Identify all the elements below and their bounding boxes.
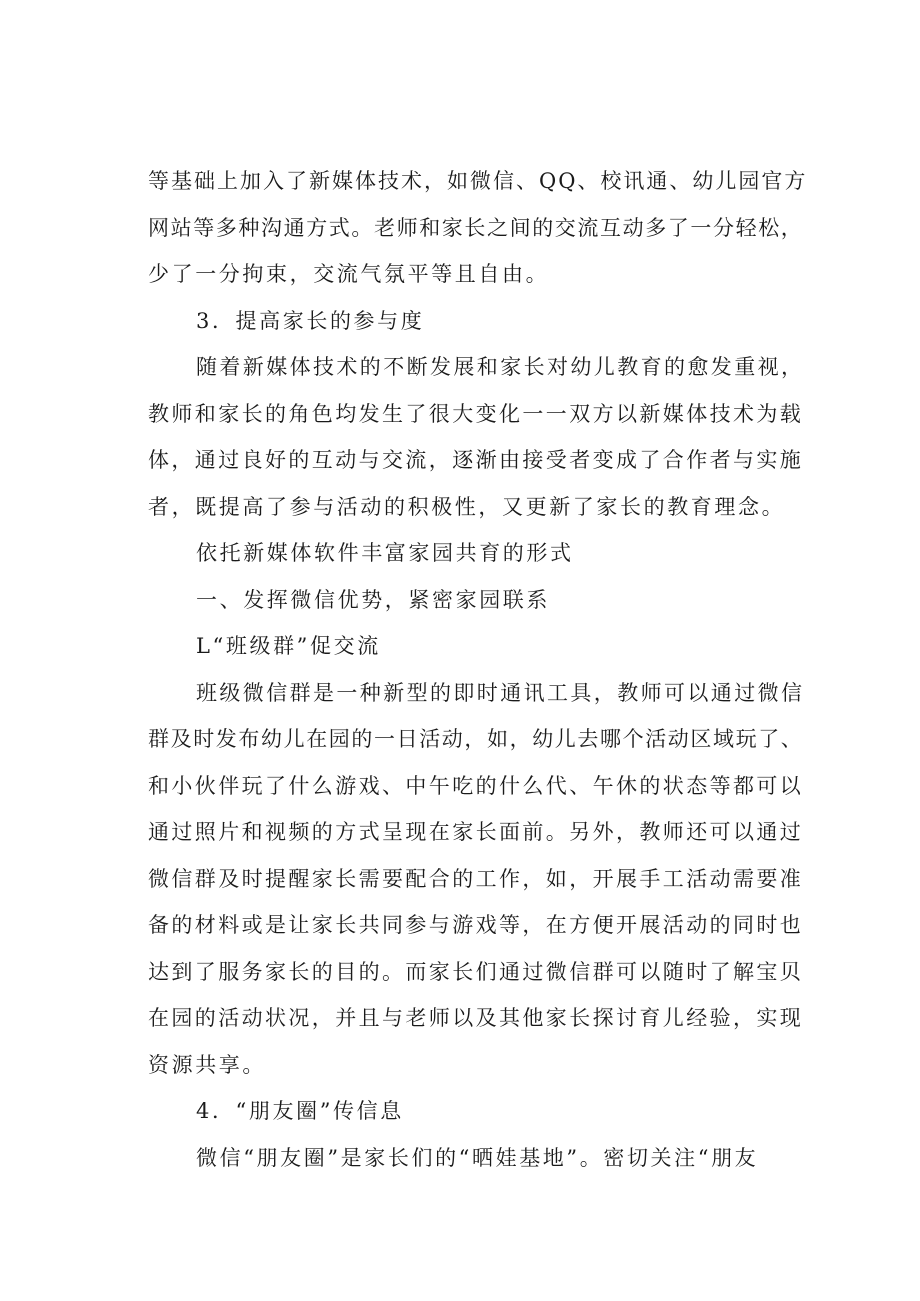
document-body [148, 158, 808, 1181]
text-line: 者，既提高了参与活动的积极性，又更新了家长的教育理念。 [148, 494, 786, 519]
section-heading: L“班级群”促交流 [196, 634, 381, 658]
paragraph-first-line: 随着新媒体技术的不断发展和家长对幼儿教育的愈发重视， [196, 355, 805, 379]
paragraph-first-line: 微信“朋友圈”是家长们的“晒娃基地”。密切关注“朋友 [196, 1145, 759, 1170]
text-line: 备的材料或是让家长共同参与游戏等，在方便开展活动的同时也 [148, 913, 804, 937]
text-line: 通过照片和视频的方式呈现在家长面前。另外，教师还可以通过 [148, 820, 804, 844]
text-line: 网站等多种沟通方式。老师和家长之间的交流互动多了一分轻松， [148, 215, 804, 240]
text-line: 微信群及时提醒家长需要配合的工作，如，开展手工活动需要准 [148, 866, 804, 891]
text-line: 在园的活动状况，并且与老师以及其他家长探讨育儿经验，实现 [148, 1006, 804, 1030]
text-line: 体，通过良好的互动与交流，逐渐由接受者变成了合作者与实施 [148, 448, 804, 472]
text-line: 群及时发布幼儿在园的一日活动，如，幼儿去哪个活动区域玩了、 [148, 727, 804, 751]
section-heading: 3．提高家长的参与度 [196, 308, 425, 333]
section-heading: 一、发挥微信优势，紧密家园联系 [196, 587, 550, 612]
text-line: 等基础上加入了新媒体技术，如微信、QQ、校讯通、幼儿园官方 [148, 169, 808, 193]
section-heading: 依托新媒体软件丰富家园共育的形式 [196, 541, 574, 565]
text-line: 和小伙伴玩了什么游戏、中午吃的什么代、午休的状态等都可以 [148, 773, 804, 798]
paragraph-first-line: 班级微信群是一种新型的即时通讯工具，教师可以通过微信 [196, 680, 805, 705]
text-line: 达到了服务家长的目的。而家长们通过微信群可以随时了解宝贝 [148, 959, 804, 984]
section-heading: 4．“朋友圈”传信息 [196, 1099, 404, 1123]
text-line: 资源共享。 [148, 1052, 266, 1077]
text-line: 教师和家长的角色均发生了很大变化一一双方以新媒体技术为载 [148, 401, 804, 426]
text-line: 少了一分拘束，交流气氛平等且自由。 [148, 262, 550, 286]
